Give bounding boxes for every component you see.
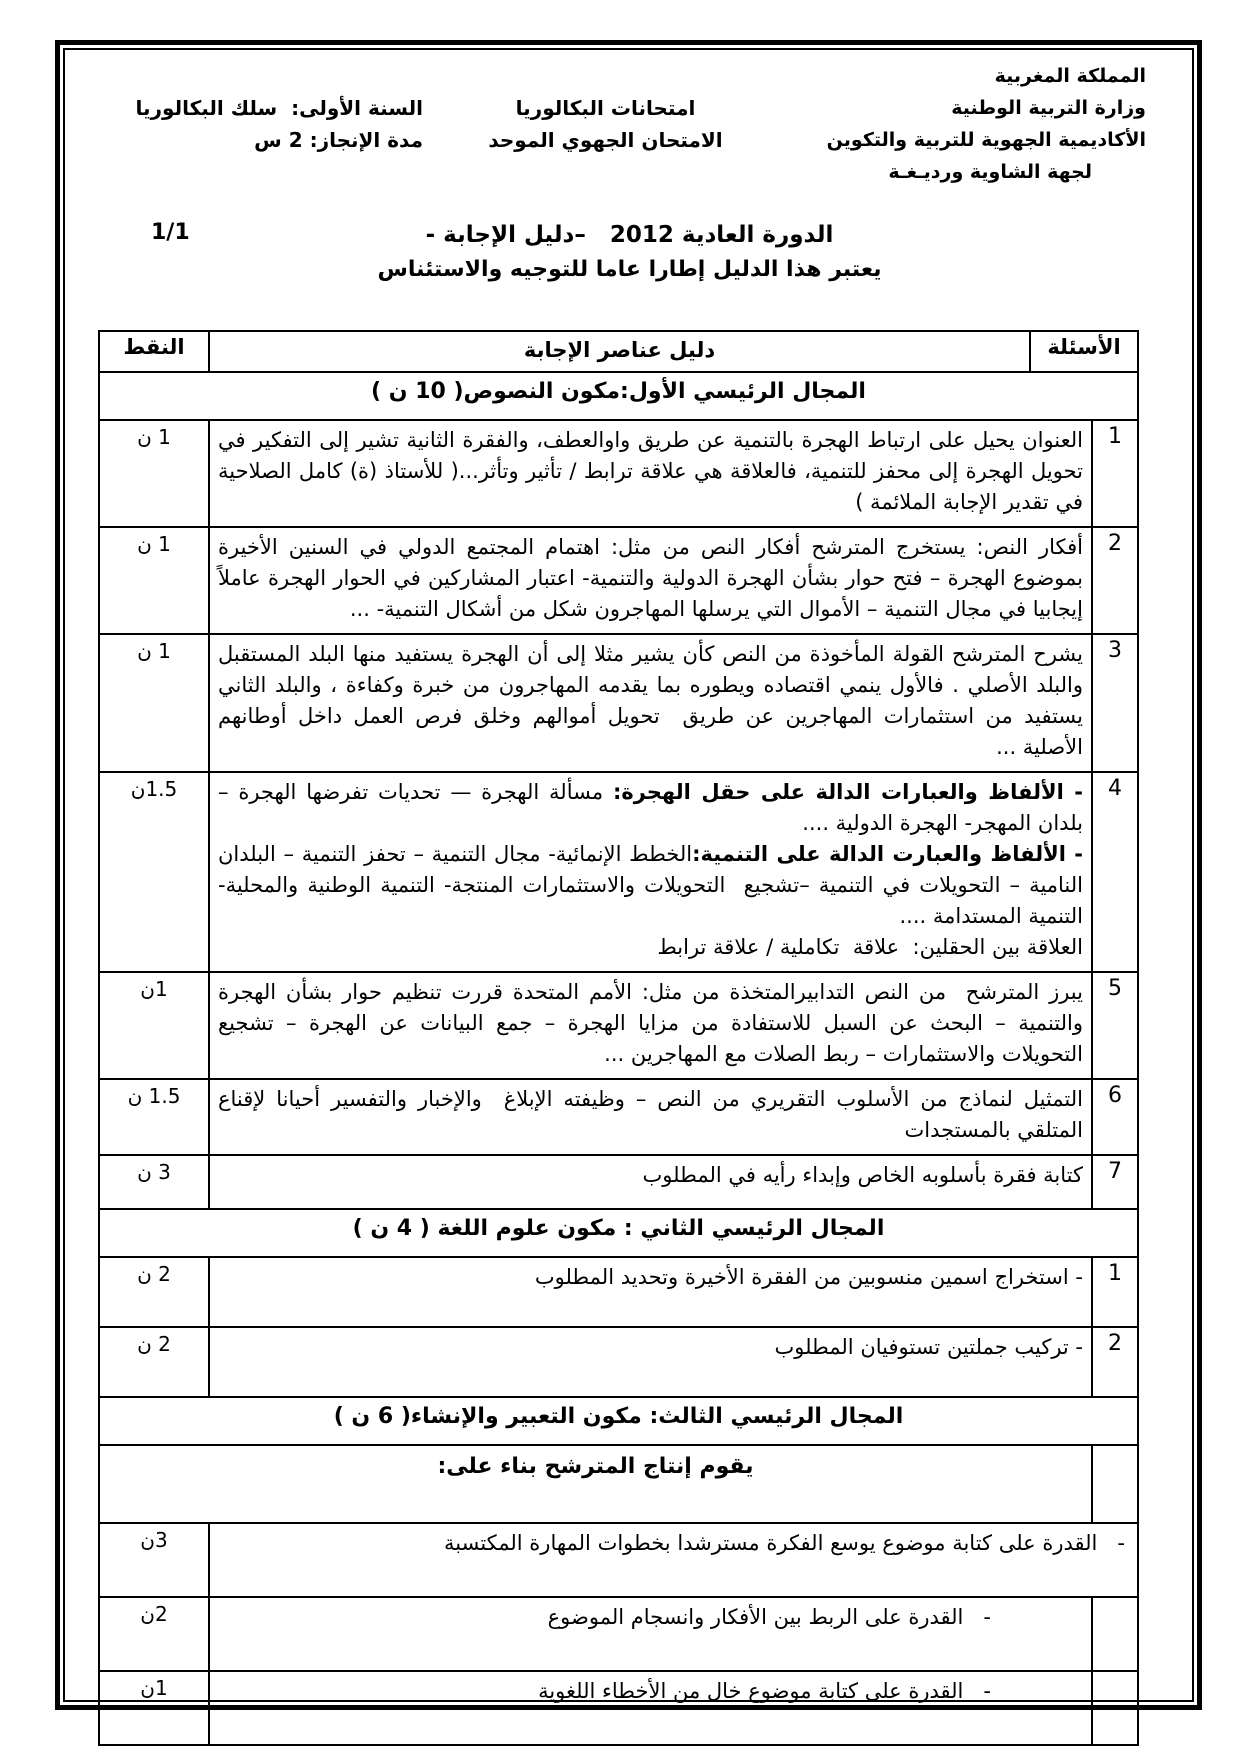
column-header-guide: دليل عناصر الإجابة xyxy=(208,332,1029,371)
answer-row-2 xyxy=(100,526,1137,633)
column-header-questions: الأسئلة xyxy=(1029,332,1137,371)
row-answer-text xyxy=(208,421,1091,526)
exam-session-title: الدورة العادية 2012 –دليل الإجابة - xyxy=(425,222,834,248)
row-answer-text xyxy=(208,1328,1091,1396)
answer-paragraph: - تركيب جملتين تستوفيان المطلوب xyxy=(774,1335,1083,1359)
row-score: 3 ن xyxy=(137,1160,171,1184)
row-score: 1 ن xyxy=(137,532,171,556)
row-score: 1ن xyxy=(140,977,168,1001)
row-score: 1ن xyxy=(140,1676,168,1700)
answer-paragraph: أفكار النص: يستخرج المترشح أفكار النص من مثل: اهتمام المجتمع الدولي في السنين الأخيرة بموضوع الهجرة – فتح حوار بشأن الهجرة الدولية والتنمية- اعتبار المشاركين في الحوار الهجرة عاملاً إيجابيا في مجال التنمية – الأموال التي يرسلها المهاجرون شكل من أشكال التنمية- ... xyxy=(218,535,1083,621)
row-question-number-empty xyxy=(1091,1598,1137,1670)
section-subheader: يقوم إنتاج المترشح بناء على: xyxy=(437,1454,754,1479)
row-answer-text xyxy=(208,973,1091,1078)
answer-row-4 xyxy=(100,771,1137,971)
answer-paragraph: التمثيل لنماذج من الأسلوب التقريري من النص – وظيفته الإبلاغ والإخبار والتفسير أحيانا لإقناع المتلقي بالمستجدات xyxy=(218,1087,1083,1142)
page-content xyxy=(65,50,1192,1703)
letterhead-year-line: السنة الأولى: سلك البكالوريا xyxy=(135,96,423,120)
row-score: 1 ن xyxy=(137,639,171,663)
row-answer-text xyxy=(208,1598,1091,1670)
page-number: 1/1 xyxy=(151,220,190,245)
answer-row-5 xyxy=(100,971,1137,1078)
row-question-number: 7 xyxy=(1091,1156,1137,1208)
answer-paragraph: يبرز المترشح من النص التدابيرالمتخذة من مثل: الأمم المتحدة قررت تنظيم حوار بشأن الهجرة والتنمية – البحث عن السبل للاستفادة من مزايا الهجرة – جمع البيانات عن الهجرة – تشجيع التحويلات والاستثمارات – ربط الصلات مع المهاجرين ... xyxy=(218,980,1083,1066)
answer-row-s2-1 xyxy=(100,1256,1137,1326)
row-answer-text xyxy=(208,1524,1137,1596)
letterhead-kingdom-line: المملكة المغربية xyxy=(994,65,1146,87)
table-header-row xyxy=(100,332,1137,371)
answer-paragraph: العنوان يحيل على ارتباط الهجرة بالتنمية عن طريق واوالعطف، والفقرة الثانية تشير إلى التفكير في تحويل الهجرة إلى محفز للتنمية، فالعلاقة هي علاقة ترابط / تأثير وتأثر...( للأستاذ (ة) كامل الصلاحية في تقدير الإجابة الملائمة ) xyxy=(218,428,1083,514)
row-score: 2 ن xyxy=(137,1262,171,1286)
section-title: المجال الرئيسي الثاني : مكون علوم اللغة ( 4 ن ) xyxy=(352,1216,885,1241)
answer-paragraph xyxy=(218,839,1083,932)
row-answer-text xyxy=(208,528,1091,633)
letterhead-ministry-line: وزارة التربية الوطنية xyxy=(951,97,1146,119)
row-score: 1.5ن xyxy=(130,777,178,801)
section-title: المجال الرئيسي الثالث: مكون التعبير والإنشاء( 6 ن ) xyxy=(333,1404,904,1429)
row-question-number: 5 xyxy=(1091,973,1137,1078)
row-score: 2ن xyxy=(140,1602,168,1626)
letterhead-center xyxy=(423,92,788,188)
row-score: 1.5 ن xyxy=(127,1084,181,1108)
answer-segment: الخطط الإنمائية- مجال التنمية – تحفز التنمية – البلدان النامية – التحويلات في التنمية –تشجيع التحويلات والاستثمارات المنتجة- التنمية الوطنية والمحلية- التنمية المستدامة .... xyxy=(218,842,1083,928)
row-score: 1 ن xyxy=(137,425,171,449)
letterhead-left xyxy=(93,92,423,188)
answer-bold-lead: - الألفاظ والعبارات الدالة على حقل الهجرة: xyxy=(612,780,1083,804)
row-answer-text xyxy=(208,773,1091,971)
letterhead-duration-line: مدة الإنجاز: 2 س xyxy=(254,128,423,152)
answer-bold-lead: - الألفاظ والعبارت الدالة على التنمية: xyxy=(692,842,1083,866)
row-question-number-empty xyxy=(1091,1446,1137,1522)
letterhead xyxy=(93,60,1166,188)
row-question-number: 1 xyxy=(1091,421,1137,526)
answer-row-6 xyxy=(100,1078,1137,1154)
row-question-number: 6 xyxy=(1091,1080,1137,1154)
answer-paragraph: كتابة فقرة بأسلوبه الخاص وإبداء رأيه في المطلوب xyxy=(642,1163,1083,1187)
letterhead-region-line: لجهة الشاوية ورديـغـة xyxy=(888,161,1092,183)
row-score: 3ن xyxy=(140,1528,168,1552)
answer-row-3 xyxy=(100,633,1137,771)
row-answer-text xyxy=(208,1258,1091,1326)
criterion-row-1 xyxy=(100,1522,1137,1596)
answer-paragraph: يشرح المترشح القولة المأخوذة من النص كأن يشير مثلا إلى أن الهجرة يستفيد منها البلد المستقبل والبلد الأصلي . فالأول ينمي اقتصاده ويطوره بما يقدمه المهاجرون من خبرة وكفاءة ، والبلد الثاني يستفيد من استثمارات المهاجرين عن طريق تحويل أموالهم وخلق فرص العمل داخل أوطانهم الأصلية ... xyxy=(218,642,1083,759)
row-question-number: 1 xyxy=(1091,1258,1137,1326)
row-question-number: 3 xyxy=(1091,635,1137,771)
letterhead-academy-line: الأكاديمية الجهوية للتربية والتكوين xyxy=(826,129,1146,151)
answer-paragraph: - استخراج اسمين منسوبين من الفقرة الأخيرة وتحديد المطلوب xyxy=(534,1265,1083,1289)
page-border xyxy=(55,40,1202,1710)
row-question-number: 4 xyxy=(1091,773,1137,971)
guide-note: يعتبر هذا الدليل إطارا عاما للتوجيه والاستئناس xyxy=(377,257,882,282)
answer-paragraph: - القدرة على الربط بين الأفكار وانسجام الموضوع xyxy=(547,1605,991,1629)
title-block xyxy=(93,218,1166,288)
section-3-title-row xyxy=(100,1396,1137,1444)
answer-row-s2-2 xyxy=(100,1326,1137,1396)
answer-segment: مسألة الهجرة — تحديات تفرضها الهجرة – بلدان المهجر- الهجرة الدولية .... xyxy=(218,780,1083,835)
answer-paragraph xyxy=(218,777,1083,839)
column-header-points: النقط xyxy=(123,335,185,359)
answer-paragraph: - القدرة على كتابة موضوع يوسع الفكرة مسترشدا بخطوات المهارة المكتسبة xyxy=(443,1531,1125,1555)
row-answer-text xyxy=(208,1156,1091,1208)
section-3-subheader-row xyxy=(100,1444,1137,1522)
criterion-row-3 xyxy=(100,1670,1137,1744)
row-question-number: 2 xyxy=(1091,528,1137,633)
section-1-title-row xyxy=(100,371,1137,419)
section-title: المجال الرئيسي الأول:مكون النصوص( 10 ن ) xyxy=(371,379,866,404)
answer-row-1 xyxy=(100,419,1137,526)
letterhead-exam-type-line: الامتحان الجهوي الموحد xyxy=(488,128,723,152)
letterhead-right xyxy=(788,60,1146,188)
row-question-number-empty xyxy=(1091,1672,1137,1744)
answer-row-7 xyxy=(100,1154,1137,1208)
answer-guide-table xyxy=(98,330,1139,1746)
row-answer-text xyxy=(208,635,1091,771)
answer-paragraph: العلاقة بين الحقلين: علاقة تكاملية / علاقة ترابط xyxy=(657,935,1083,959)
row-score: 2 ن xyxy=(137,1332,171,1356)
letterhead-exam-line: امتحانات البكالوريا xyxy=(515,96,696,120)
row-answer-text xyxy=(208,1672,1091,1744)
section-2-title-row xyxy=(100,1208,1137,1256)
row-answer-text xyxy=(208,1080,1091,1154)
answer-paragraph: - القدرة على كتابة موضوع خال من الأخطاء اللغوية xyxy=(538,1679,991,1703)
row-question-number: 2 xyxy=(1091,1328,1137,1396)
page-border-inner xyxy=(63,48,1194,1702)
criterion-row-2 xyxy=(100,1596,1137,1670)
